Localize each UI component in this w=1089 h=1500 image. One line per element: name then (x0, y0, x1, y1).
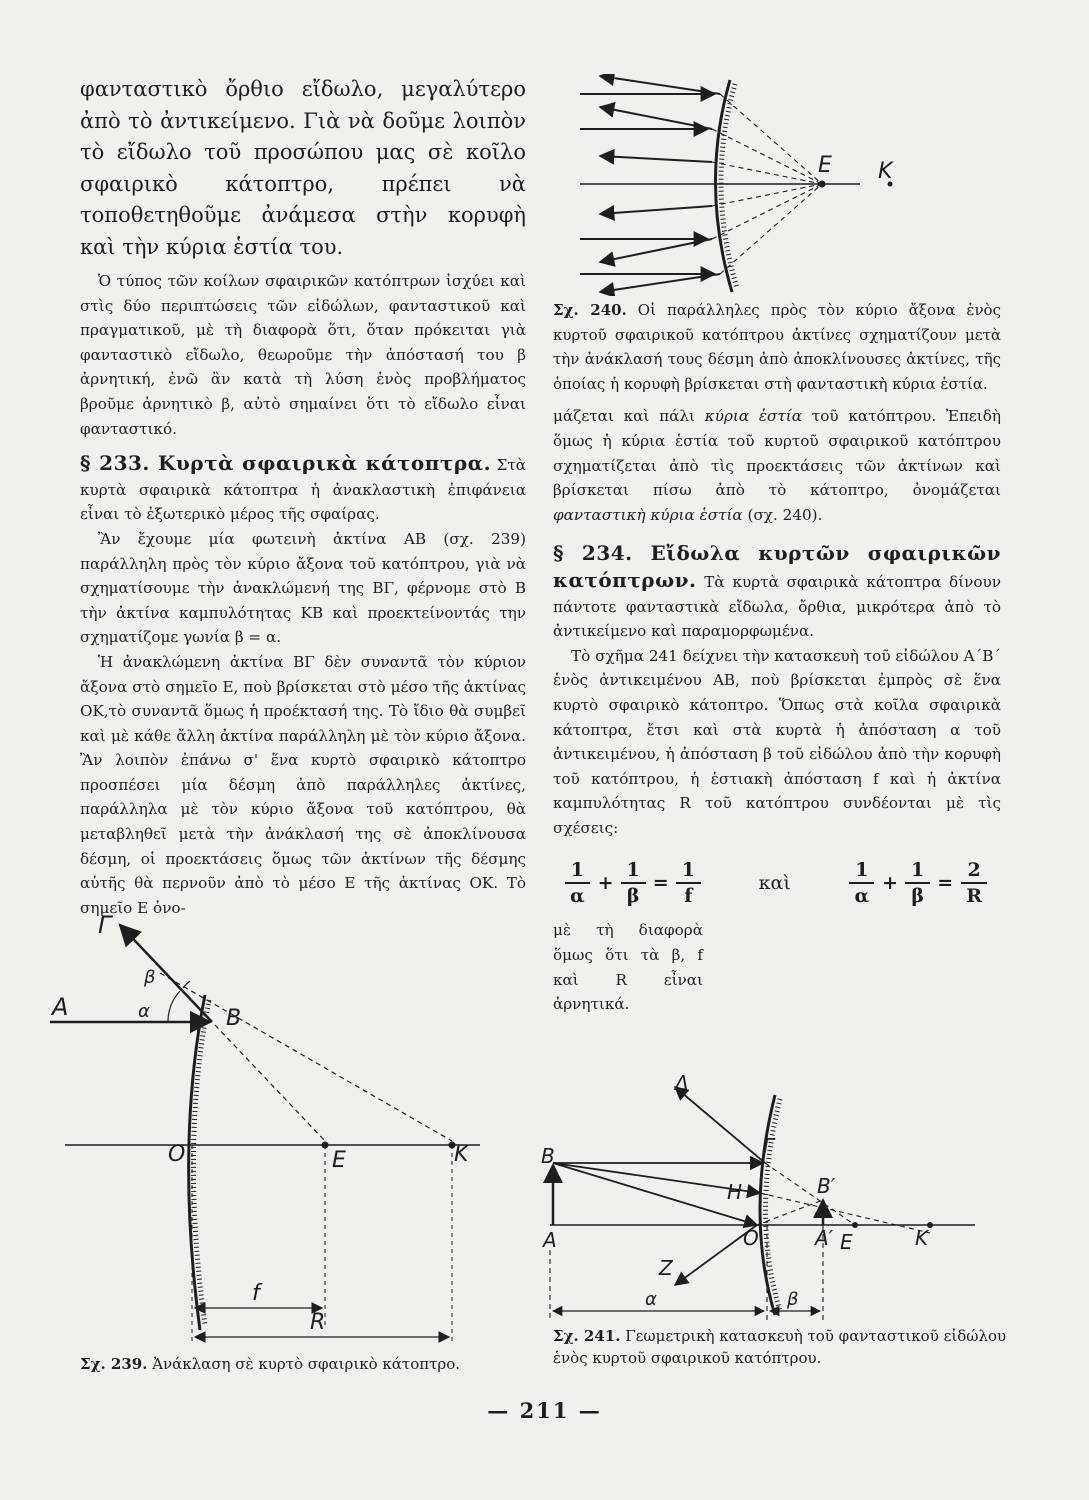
figure-240-caption-text: Οἱ παράλληλες πρὸς τὸν κύριο ἄξονα ἑνὸς κυρτοῦ σφαιρικοῦ κατόπτρου ἀκτίνες σχηματίζουν μετὰ τὴν ἀνάκλασή τους δέσμη ἀπὸ ἀποκλίνουσες ἀκτίνες, τῆς ὁποίας ἡ κορυφὴ βρίσκεται στὴ φανταστικὴ κύρια ἑστία. (553, 301, 1001, 393)
label-alpha-241: α (645, 1289, 657, 1310)
term-principal-focus: κύρια ἑστία (704, 407, 803, 426)
label-delta: Δ (675, 1075, 689, 1095)
label-B: B (226, 1006, 242, 1031)
section-233 (80, 451, 526, 527)
label-B-prime: B′ (817, 1174, 836, 1198)
figure-241-caption (553, 1325, 1008, 1369)
figure-240-caption (553, 298, 1001, 396)
figure-241-diagram (535, 1075, 1015, 1330)
numerator: 1 (676, 858, 701, 884)
equals-sign: = (652, 872, 669, 895)
label-A: A (52, 993, 69, 1021)
reflected-extension (215, 1025, 325, 1141)
label-K: K (454, 1142, 469, 1167)
section-233-text: Στὰ κυρτὰ σφαιρικὰ κάτοπτρα ἡ ἀνακλαστικὴ ἐπιφάνεια εἶναι τὸ ἐξωτερικὸ μέρος τῆς σφαίρας. (80, 456, 526, 524)
plus-sign: + (882, 872, 899, 895)
paragraph-ray-ab: Ἂν ἔχουμε μία φωτεινὴ ἀκτίνα ΑΒ (σχ. 239) παράλληλη πρὸς τὸν κύριο ἄξονα τοῦ κατόπτρου, γιὰ νὰ σχηματίσουμε τὴν ἀνακλώμενή της ΒΓ, φέρνομε στὸ Β τὴν ἀκτίνα καμπυλότητας ΚΒ καὶ προεκτείνοντάς την σχηματίζομε γωνία β = α. (80, 529, 526, 647)
paragraph-type-formula: Ὁ τύπος τῶν κοίλων σφαιρικῶν κατόπτρων ἰσχύει καὶ στὶς δύο περιπτώσεις τῶν εἰδώλων, φανταστικοῦ καὶ πραγματικοῦ, μὲ τὴ διαφορὰ ὅτι, ὅταν πρόκειται γιὰ φανταστικὸ εἴδωλο, θεωροῦμε τὴν ἀπόστασή του β ἀρνητική, ἐνῶ ἂν κατὰ τὴ λύση ἑνὸς προβλήματος βροῦμε ἀρνητικὸ β, αὐτὸ σημαίνει ὅτι τὸ εἴδωλο εἶναι φανταστικό. (80, 272, 526, 438)
denominator-alpha: α (570, 885, 585, 908)
label-K-240: K (878, 159, 893, 184)
section-233-title: § 233. Κυρτὰ σφαιρικὰ κάτοπτρα. (80, 451, 492, 476)
figure-239-caption-number: Σχ. 239. (80, 1355, 148, 1373)
label-beta-241: β (787, 1289, 799, 1310)
text-segment: μάζεται καὶ πάλι (553, 407, 705, 426)
formula-and: καὶ (758, 872, 791, 895)
section-234 (553, 541, 1001, 643)
label-B-241: B (541, 1144, 555, 1168)
numerator: 1 (621, 858, 646, 884)
page-number: — 211 — (487, 1398, 602, 1423)
figure-239-caption (80, 1353, 540, 1375)
label-H: H (727, 1180, 743, 1204)
figure-240-diagram (560, 74, 1000, 296)
section-234-title: § 234. Εἴδωλα κυρτῶν σφαιρικῶν κατόπτρων. (553, 541, 1001, 592)
label-A-prime: A′ (815, 1226, 834, 1250)
right-column (553, 298, 1001, 1017)
label-R: R (310, 1310, 326, 1335)
figure-239-diagram (40, 905, 540, 1350)
mirror-formula (561, 858, 991, 908)
denominator-f: f (684, 885, 693, 908)
formula-lens-equation (561, 858, 704, 908)
equals-sign: = (937, 872, 954, 895)
denominator-beta: β (911, 885, 924, 908)
reflected-ray (120, 925, 212, 1022)
intro-paragraph: φανταστικὸ ὄρθιο εἴδωλο, μεγαλύτερο ἀπὸ τὸ ἀντικείμενο. Γιὰ νὰ δοῦμε λοιπὸν τὸ εἴδωλο τοῦ προσώπου μας σὲ κοῖλο σφαιρικὸ κάτοπτρο, πρέπει νὰ τοποθετηθοῦμε ἀνάμεσα στὴν κορυφὴ καὶ τὴν κύρια ἑστία του. (80, 77, 526, 259)
figure-241-caption-text: Γεωμετρικὴ κατασκευὴ τοῦ φανταστικοῦ εἰδώλου ἑνὸς κυρτοῦ σφαιρικοῦ κατόπτρου. (553, 1327, 1007, 1367)
paragraph-sign-difference: μὲ τὴ διαφορὰ ὅμως ὅτι τὰ β, f καὶ R εἶναι ἀρνητικά. (553, 921, 703, 1014)
figure-240-caption-number: Σχ. 240. (553, 301, 627, 319)
paragraph-reflected-ray: Ἡ ἀνακλώμενη ἀκτίνα ΒΓ δὲν συναντᾶ τὸν κύριον ἄξονα στὸ σημεῖο Ε, ποὺ βρίσκεται στὸ μέσο τῆς ἀκτίνας ΟΚ,τὸ συναντᾶ ὅμως ἡ προέκτασή της. Τὸ ἴδιο θὰ συμβεῖ καὶ μὲ κάθε ἄλλη ἀκτίνα παράλληλη μὲ τὸν κύριο ἄξονα. Ἂν λοιπὸν ἐπάνω σ' ἕνα κυρτὸ σφαιρικὸ κάτοπτρο προσπέσει μία δέσμη ἀπὸ παράλληλες ἀκτίνες, παράλληλα μὲ τὸν κύριο ἄξονα τοῦ κατόπτρου, θὰ μεταβληθεῖ μετὰ τὴν ἀνάκλασή της σὲ ἀποκλίνουσα δέσμη, οἱ προεκτάσεις ὅμως τῶν ἀκτίνων τῆς δέσμης αὐτῆς θὰ περνοῦν ἀπὸ τὸ μέσο Ε τῆς ἀκτίνας ΟΚ. Τὸ σημεῖο Ε ὀνο- (80, 652, 526, 917)
denominator-R: R (966, 885, 982, 908)
label-alpha-angle: α (138, 1001, 150, 1022)
label-A-241: A (543, 1228, 557, 1252)
numerator: 1 (905, 858, 930, 884)
label-E-240: E (818, 153, 832, 178)
denominator-alpha: α (854, 885, 870, 908)
plus-sign: + (597, 872, 614, 895)
figure-241-caption-number: Σχ. 241. (553, 1327, 621, 1345)
label-E: E (332, 1148, 346, 1173)
label-K-241: K (915, 1226, 929, 1250)
section-234-text: Τὰ κυρτὰ σφαιρικὰ κάτοπτρα δίνουν πάντοτε φανταστικὰ εἴδωλα, ὄρθια, μικρότερα ἀπὸ τὸ ἀντικείμενο καὶ παραμορφωμένα. (553, 572, 1001, 641)
label-beta-angle: β (144, 967, 156, 988)
denominator-beta: β (626, 885, 640, 908)
normal-extension (160, 973, 452, 1141)
numerator: 1 (565, 858, 590, 884)
formula-radius-equation (846, 858, 992, 908)
term-virtual-principal-focus: φανταστικὴ κύρια ἑστία (553, 505, 743, 524)
figure-239-caption-text: Ἀνάκλαση σὲ κυρτὸ σφαιρικὸ κάτοπτρο. (147, 1355, 461, 1373)
label-O: O (168, 1142, 186, 1167)
text-segment: τοῦ κατόπτρου. Ἐπειδὴ ὅμως ἡ κύρια ἑστία τοῦ κυρτοῦ σφαιρικοῦ κατόπτρου σχηματίζεται ἀπὸ τὶς προεκτάσεις τῶν ἀκτίνων καὶ βρίσκεται πίσω ἀπὸ τὸ κάτοπτρο, ὀνομάζεται (553, 407, 1001, 500)
left-column (80, 74, 526, 920)
paragraph-virtual-focus (553, 404, 1001, 527)
numerator: 1 (849, 858, 874, 884)
text-segment: (σχ. 240). (742, 505, 823, 524)
mirror-arc (189, 995, 205, 1330)
paragraph-figure-241: Τὸ σχῆμα 241 δείχνει τὴν κατασκευὴ τοῦ εἰδώλου Α΄Β΄ ἑνὸς ἀντικειμένου ΑΒ, ποὺ βρίσκεται ἐμπρὸς σὲ ἕνα κυρτὸ σφαιρικὸ κάτοπτρο. Ὅπως στὰ κοῖλα σφαιρικὰ κάτοπτρα, ἔτσι καὶ στὰ κυρτὰ ἡ ἀπόσταση α τοῦ ἀντικειμένου, ἡ ἀπόσταση β τοῦ εἰδώλου ἀπὸ τὴν κορυφὴ τοῦ κατόπτρου, ἡ ἑστιακὴ ἀπόσταση f καὶ ἡ ἀκτίνα καμπυλότητας R τοῦ κατόπτρου συνδέονται μὲ τὶς σχέσεις: (553, 646, 1001, 837)
label-Z: Z (659, 1256, 673, 1280)
label-O-241: O (743, 1226, 759, 1250)
label-gamma-241: Γ (763, 1134, 775, 1158)
label-f: f (252, 1281, 260, 1306)
label-E-241: E (840, 1230, 853, 1254)
numerator-two: 2 (961, 858, 986, 884)
label-gamma: Γ (98, 911, 112, 939)
